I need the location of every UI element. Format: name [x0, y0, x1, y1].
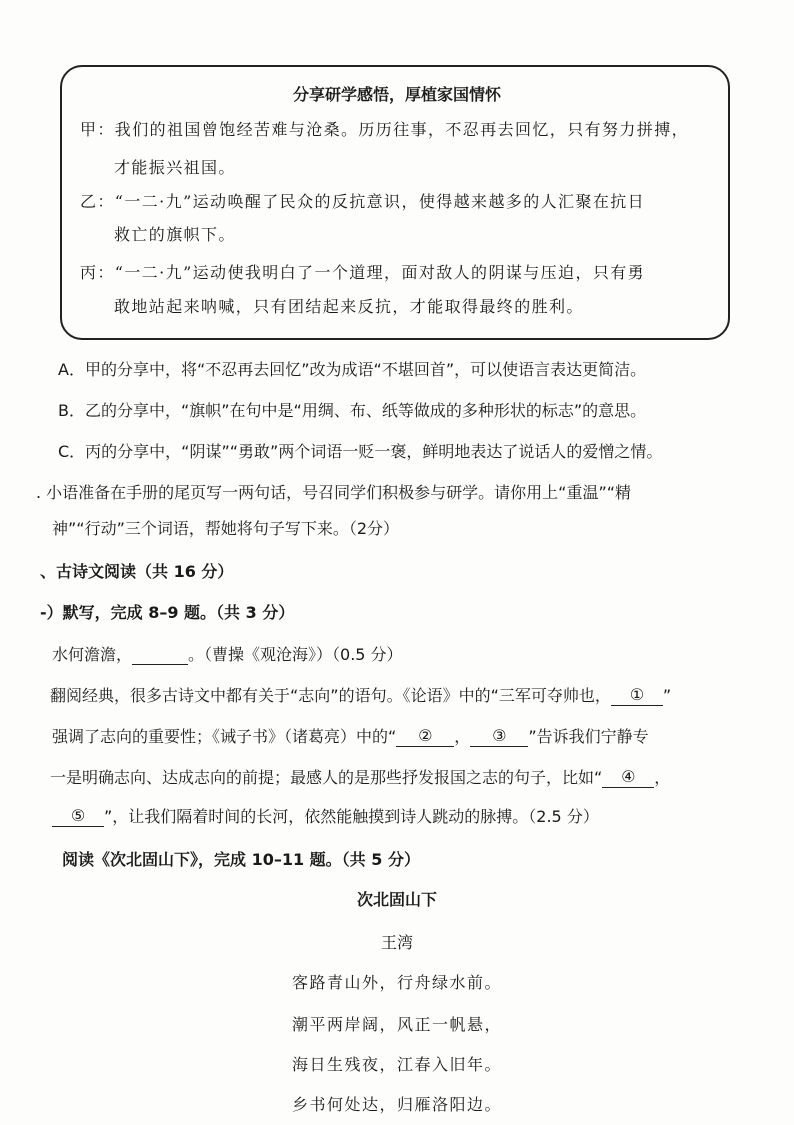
q9-line3-text: 一是明确志向、达成志向的前提；最感人的是那些抒发报国之志的句子，比如“ — [50, 768, 603, 787]
q8-pre: 水何澹澹， — [52, 645, 133, 664]
share-yi-line2: 救亡的旗帜下。 — [114, 225, 236, 244]
poem-line-1: 客路青山外，行舟绿水前。 — [291, 973, 502, 992]
q8-blank[interactable] — [132, 644, 188, 665]
poem-line-4: 乡书何处达，归雁洛阳边。 — [291, 1095, 502, 1114]
option-a: A．甲的分享中，将“不忍再去回忆”改为成语“不堪回首”，可以使语言表达更简洁。 — [58, 360, 647, 379]
share-yi-line1: 乙：“一二·九”运动唤醒了民众的反抗意识，使得越来越多的人汇聚在抗日 — [80, 192, 646, 211]
q9-line3-tail: ， — [654, 768, 671, 787]
q9-blank-3[interactable]: ③ — [470, 726, 528, 747]
share-jia-line1: 甲：我们的祖国曾饱经苦难与沧桑。历历往事，不忍再去回忆，只有努力拼搏， — [80, 120, 690, 139]
q9-blank-2[interactable]: ② — [396, 726, 454, 747]
poem-line-3: 海日生残夜，江春入旧年。 — [291, 1055, 502, 1074]
share-bing-line2: 敢地站起来呐喊，只有团结起来反抗，才能取得最终的胜利。 — [114, 297, 584, 316]
share-jia-line2: 才能振兴祖国。 — [114, 158, 236, 177]
q9-blank-5[interactable]: ⑤ — [52, 806, 104, 827]
subsection-poem-reading: 阅读《次北固山下》，完成 10–11 题。（共 5 分） — [62, 850, 420, 869]
subsection-recite-text: -）默写，完成 8–9 题。（共 3 分） — [40, 603, 295, 622]
q9-line1-text: 翻阅经典，很多古诗文中都有关于“志向”的语句。《论语》中的“三军可夺帅也， — [50, 686, 611, 705]
box-title: 分享研学感悟，厚植家国情怀 — [292, 85, 501, 104]
option-b: B．乙的分享中，“旗帜”在句中是“用绸、布、纸等做成的多种形状的标志”的意思。 — [58, 401, 647, 420]
poem-line-2: 潮平两岸阔，风正一帆悬， — [291, 1015, 502, 1034]
section-heading: 、古诗文阅读（共 16 分） — [40, 562, 234, 581]
q9-line2-sep: ， — [454, 727, 471, 746]
q9-line1 — [50, 683, 671, 706]
q9-line2 — [52, 724, 649, 747]
subsection-recite — [40, 600, 294, 623]
q7-line1: . 小语准备在手册的尾页写一两句话，号召同学们积极参与研学。请你用上“重温”“精 — [36, 483, 632, 502]
option-c: C．丙的分享中，“阴谋”“勇敢”两个词语一贬一褒，鲜明地表达了说话人的爱憎之情。 — [58, 442, 663, 461]
q7-line2: 神”“行动”三个词语，帮她将句子写下来。（2分） — [52, 519, 400, 538]
q9-blank-1[interactable]: ① — [611, 685, 663, 706]
q9-blank-4[interactable]: ④ — [602, 767, 654, 788]
q8-post: 。（曹操《观沧海》）（0.5 分） — [188, 645, 403, 664]
share-bing-line1: 丙：“一二·九”运动使我明白了一个道理，面对敌人的阴谋与压迫，只有勇 — [80, 263, 646, 282]
q8 — [52, 642, 403, 665]
poem-author: 王湾 — [380, 933, 413, 952]
q9-line2-text: 强调了志向的重要性；《诫子书》（诸葛亮）中的“ — [52, 727, 397, 746]
q9-line1-close: ” — [662, 686, 672, 705]
q9-line4 — [52, 804, 599, 827]
q9-line3 — [50, 765, 670, 788]
poem-title: 次北固山下 — [356, 890, 437, 909]
q9-line4-text: ”，让我们隔着时间的长河，依然能触摸到诗人跳动的脉搏。（2.5 分） — [104, 807, 599, 826]
q9-line2-tail: ”告诉我们宁静专 — [528, 727, 649, 746]
